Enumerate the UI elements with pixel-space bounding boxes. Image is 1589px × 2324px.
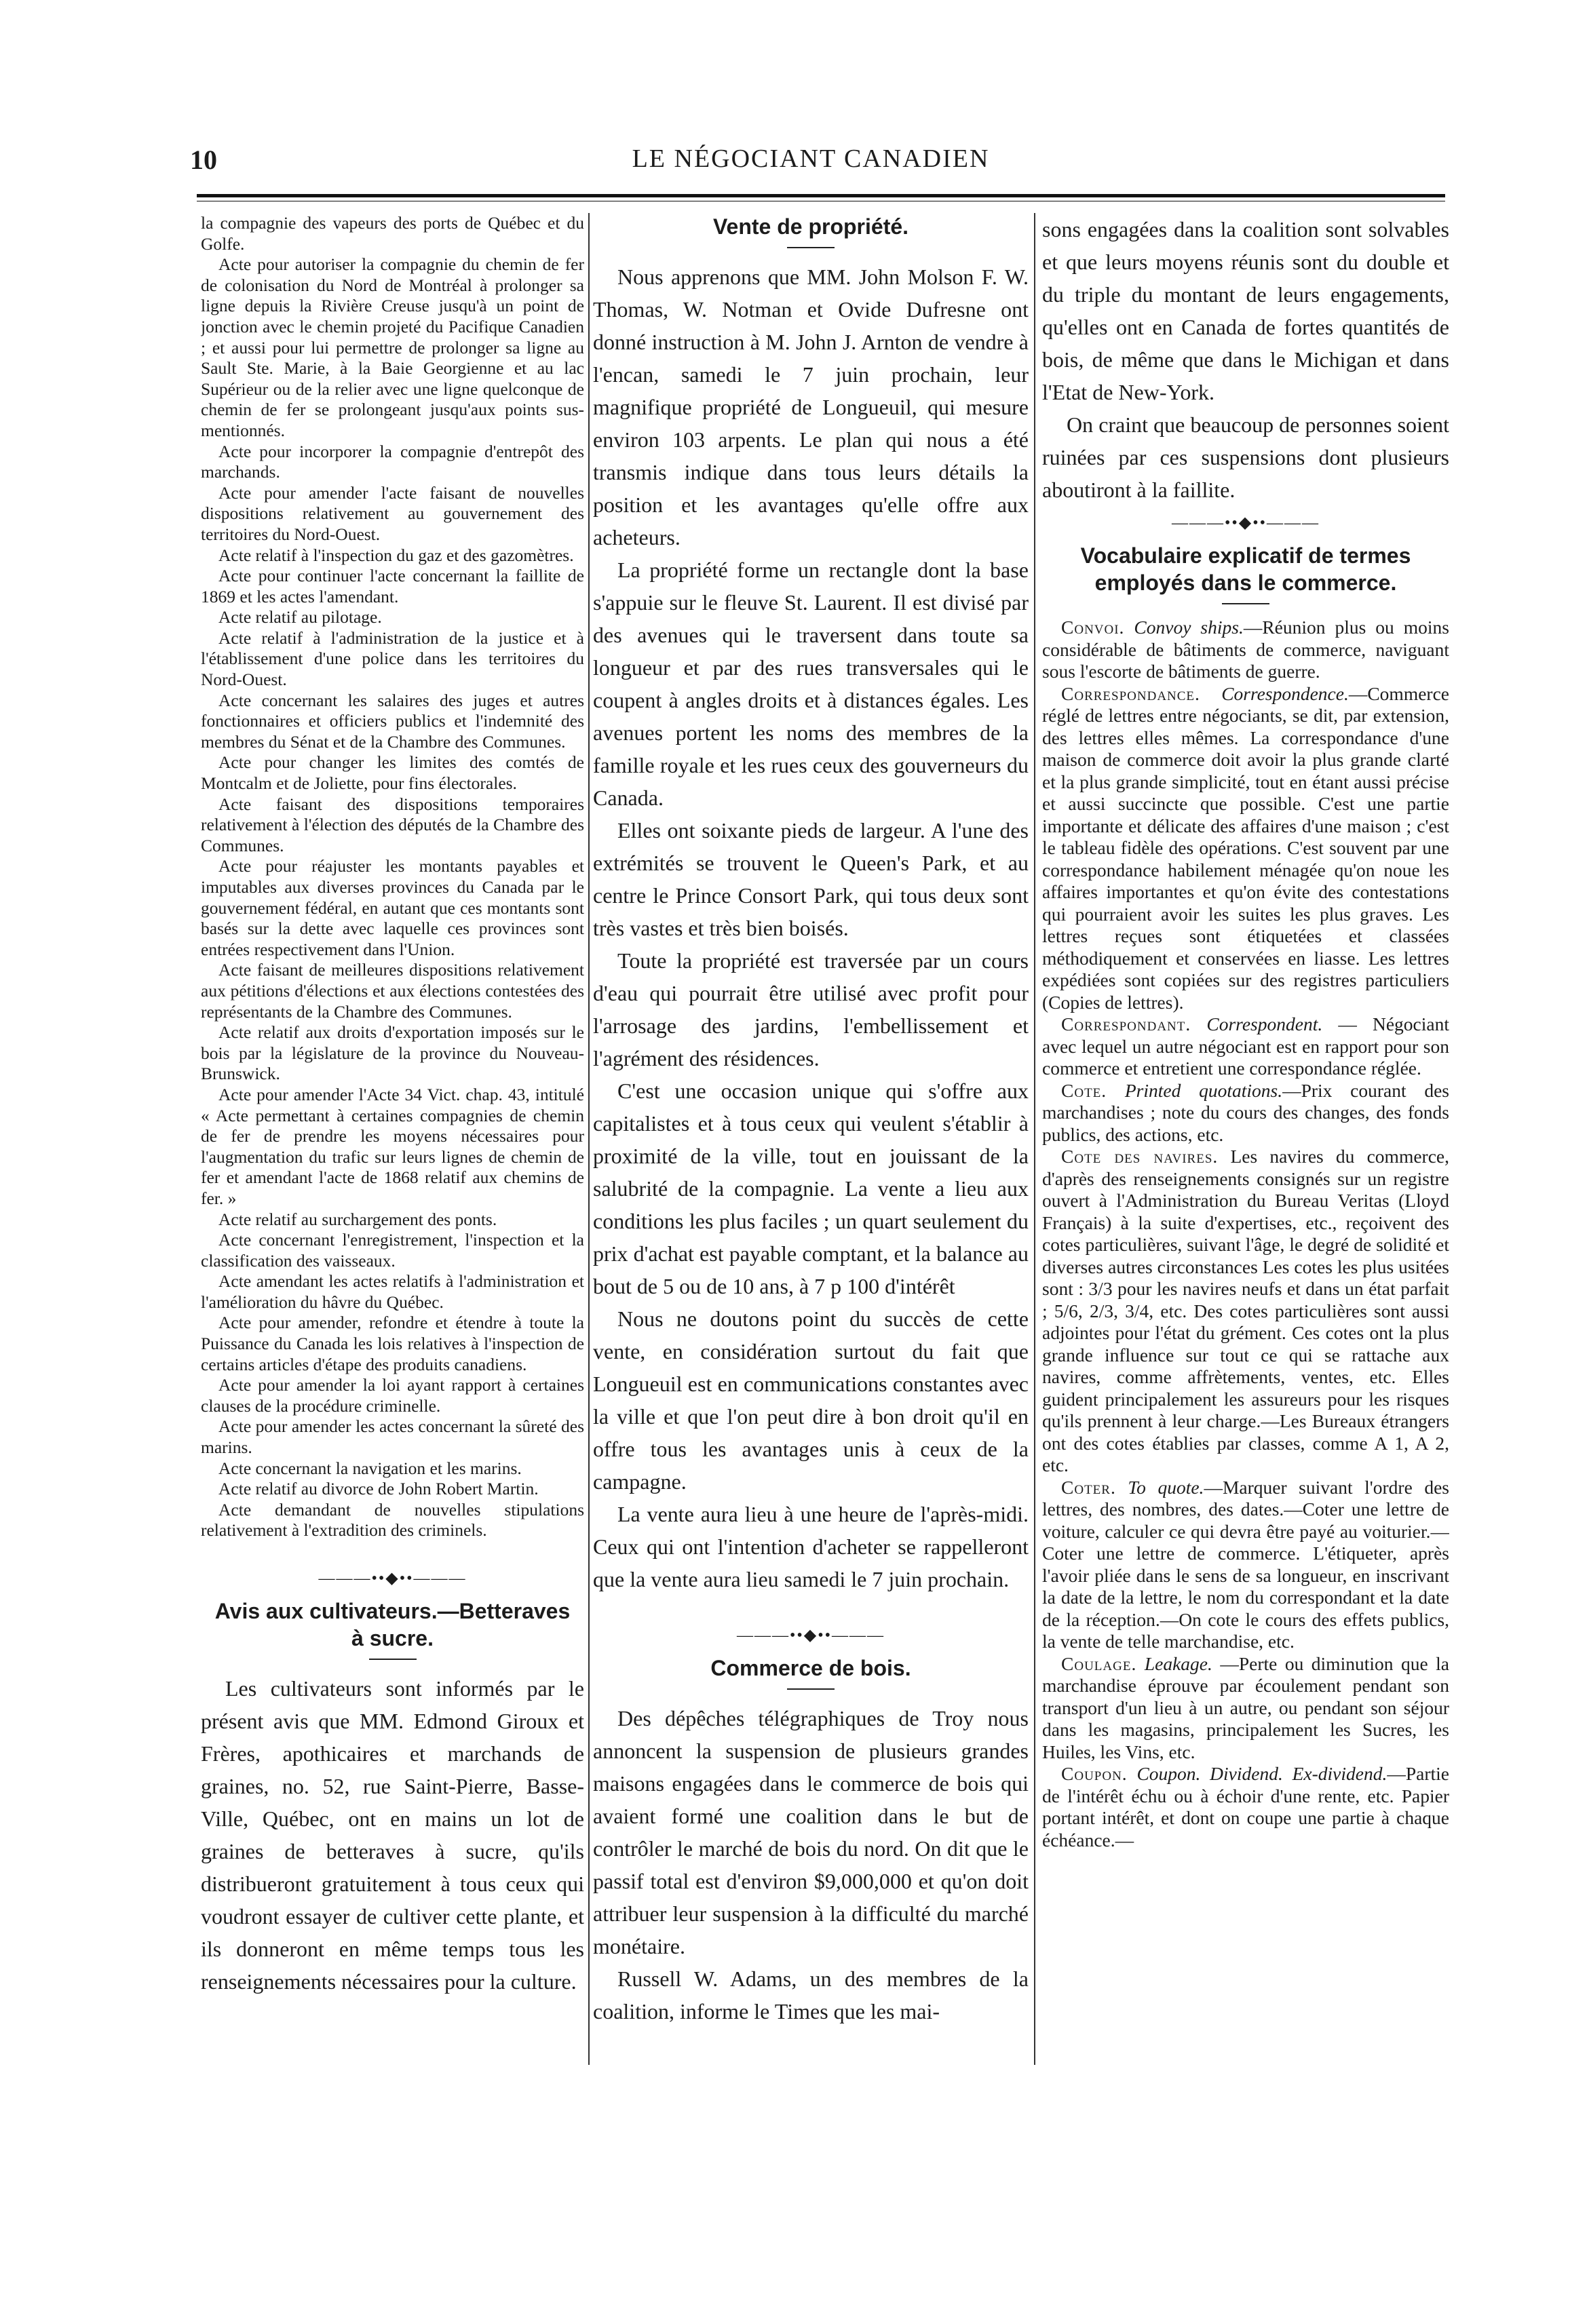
act-paragraph: Acte faisant de meilleures dispositions relativement aux pétitions d'élections et aux élections contestées des représentants de la Chambre des Communes.	[201, 960, 584, 1022]
article-paragraph: C'est une occasion unique qui s'offre aux capitalistes et à tous ceux qui veulent s'établir à proximité de la ville, tout en jouissant de la salubrité de la compagnie. La vente a lieu aux conditions les plus faciles ; un quart seulement du prix d'achat est payable comptant, et la balance au bout de 5 ou de 10 ans, à 7 p 100 d'intérêt	[593, 1079, 1029, 1298]
article-title: à sucre.	[351, 1626, 434, 1650]
act-paragraph: la compagnie des vapeurs des ports de Québec et du Golfe.	[201, 213, 584, 254]
article-paragraph: Toute la propriété est traversée par un cours d'eau qui pourrait être utilisé avec profit pour l'arrosage des jardins, l'embellissement et l'agrément des résidences.	[593, 948, 1029, 1070]
vocab-title: Vocabulaire explicatif de termes employés dans le commerce.	[1080, 543, 1411, 595]
title-rule	[369, 1659, 417, 1660]
title-rule	[787, 1688, 835, 1690]
vocab-definition: —Perte ou diminution que la marchandise éprouve par écoulement pendant son transport d'un lieu à un autre, ou pendant son séjour dans les magasins, principalement les Sucres, les Huiles, les Vins, etc.	[1042, 1652, 1449, 1762]
column-3	[1042, 213, 1449, 2275]
act-paragraph: Acte pour autoriser la compagnie du chemin de fer de colonisation du Nord de Montréal à prolonger sa ligne depuis la Rivière Creuse jusqu'à un point de jonction avec le chemin projeté du Pacifique Canadien ; et aussi pour lui permettre de prolonger sa ligne au Sault Ste. Marie, à la Baie Georgienne et au lac Supérieur ou de la relier avec une ligne quelconque de chemin de fer se prolongeant jusqu'aux points sus-mentionnés.	[201, 254, 584, 440]
article-continuation	[1042, 213, 1449, 506]
act-paragraph: Acte relatif au pilotage.	[218, 607, 382, 627]
vocab-definition: —Marquer suivant l'ordre des lettres, des nombres, des dates.—Coter une lettre de voiture, calculer ce qui devra être payé au voiturier.—Coter une lettre de commerce. L'étiqueter, après l'avoir pliée dans le sens de sa longueur, en inscrivant la date de la lettre, le nom du correspondant et la date de la réception.—On cote le cours des effets publics, la vente de telle marchandise, etc.	[1042, 1476, 1449, 1652]
vocab-english: To quote.	[1128, 1476, 1204, 1498]
vocab-english: Correspondence.	[1221, 682, 1349, 704]
act-paragraph: Acte concernant la navigation et les marins.	[218, 1458, 522, 1478]
article-paragraph: Des dépêches télégraphiques de Troy nous annoncent la suspension de plusieurs grandes maisons engagées dans le commerce de bois qui avaient formé une coalition dans le but de contrôler le marché de bois du nord. On dit que le passif total est d'environ $9,000,000 et qu'on doit attribuer leur suspension à la difficulté du marché monétaire.	[593, 1706, 1029, 1958]
act-paragraph: Acte pour amender, refondre et étendre à toute la Puissance du Canada les lois relatives à l'inspection de certains articles d'étape des produits canadiens.	[201, 1313, 584, 1374]
act-paragraph: Acte relatif à l'inspection du gaz et des gazomètres.	[218, 545, 574, 565]
article-paragraph: Nous ne doutons point du succès de cette vente, en considération surtout du fait que Longueuil est en communications constantes avec la ville et que l'on peut dire à bon droit qu'il en offre tous les avantages unis à ceux de la campagne.	[593, 1306, 1029, 1494]
act-paragraph: Acte relatif à l'administration de la justice et à l'établissement d'une police dans les territoires du Nord-Ouest.	[201, 627, 584, 690]
vocab-english: Coupon. Dividend. Ex-dividend.	[1136, 1763, 1387, 1784]
article-paragraph: La vente aura lieu à une heure de l'après-midi. Ceux qui ont l'intention d'acheter se rappelleront que la vente aura lieu samedi le 7 juin prochain.	[593, 1502, 1029, 1591]
act-paragraph: Acte pour amender les actes concernant la sûreté des marins.	[201, 1416, 584, 1458]
act-paragraph: Acte pour amender la loi ayant rapport à certaines clauses de la procédure criminelle.	[201, 1375, 584, 1416]
act-paragraph: Acte pour réajuster les montants payables et imputables aux diverses provinces du Canada par le gouvernement fédéral, en autant que ces montants sont basés sur la dette avec laquelle ces provinces sont entrées respectivement dans l'Union.	[201, 856, 584, 959]
article-paragraph: Les cultivateurs sont informés par le présent avis que MM. Edmond Giroux et Frères, apothicaires et marchands de graines, no. 52, rue Saint-Pierre, Basse-Ville, Québec, ont en mains un lot de graines de betteraves à sucre, qu'ils distribueront gratuitement à tous ceux qui voudront essayer de cultiver cette plante, et ils donneront en même temps tous les renseignements nécessaires pour la culture.	[201, 1676, 584, 1994]
act-paragraph: Acte demandant de nouvelles stipulations relativement à l'extradition des criminels.	[201, 1499, 584, 1541]
section-ornament: ———••◆••———	[1171, 514, 1320, 532]
masthead-title: LE NÉGOCIANT CANADIEN	[632, 144, 990, 173]
vocab-entry	[1042, 1653, 1449, 1764]
act-paragraph: Acte pour incorporer la compagnie d'entrepôt des marchands.	[201, 441, 584, 482]
vocab-term: Cote.	[1061, 1079, 1107, 1101]
vocab-term: Coter.	[1061, 1476, 1116, 1498]
vocab-entry	[1042, 1763, 1449, 1851]
vocab-english: Leakage.	[1144, 1652, 1212, 1674]
vocab-english: Printed quotations.	[1124, 1079, 1283, 1101]
vocab-term: Coupon.	[1061, 1763, 1128, 1784]
header-rule-thick	[197, 194, 1445, 197]
article-body	[201, 1672, 584, 1998]
vocab-entry	[1042, 683, 1449, 1014]
act-paragraph: Acte faisant des dispositions temporaires relativement à l'élection des députés de la Chambre des Communes.	[201, 794, 584, 855]
acts-list	[201, 213, 584, 1541]
vocab-entries	[1042, 617, 1449, 1851]
vocab-english: Correspondent.	[1206, 1013, 1323, 1034]
vocab-term: Cote des navires.	[1061, 1146, 1219, 1167]
act-paragraph: Acte concernant les salaires des juges et autres fonctionnaires et officiers publics et l'indemnité des membres du Sénat et de la Chambre des Communes.	[201, 690, 584, 752]
vocab-entry	[1042, 1477, 1449, 1653]
title-rule	[1222, 603, 1269, 604]
act-paragraph: Acte pour amender l'acte faisant de nouvelles dispositions relativement au gouvernement des territoires du Nord-Ouest.	[201, 482, 584, 544]
article-body	[593, 260, 1029, 1595]
act-paragraph: Acte relatif au divorce de John Robert Martin.	[218, 1479, 539, 1499]
vocab-term: Coulage.	[1061, 1652, 1137, 1674]
vocab-definition: —Commerce réglé de lettres entre négociants, se dit, par extension, des lettres elles mêmes. La correspondance d'une maison de commerce doit avoir la plus grande clarté et la plus grande simplicité, tout en étant aussi précise et aussi succincte que possible. C'est une partie importante et délicate des affaires d'une maison ; c'est le tableau fidèle des opérations. C'est souvent par une correspondance habilement ménagée qu'on noue les affaires importantes et qu'on évite des contestations qui pourraient avoir les suites les plus graves. Les lettres reçues sont étiquetées et classées méthodiquement et conservées en liasse. Les lettres expédiées sont copiées sur des registres particuliers (Copies de lettres).	[1042, 682, 1449, 1013]
article-paragraph: La propriété forme un rectangle dont la base s'appuie sur le fleuve St. Laurent. Il est divisé par des avenues qui le traversent dans toute sa longueur et par des rues transversales qui le coupent à angles droits et à distances égales. Les avenues portent les noms des membres de la famille royale et les rues ceux des gouverneurs du Canada.	[593, 558, 1029, 810]
article-body	[593, 1702, 1029, 2028]
act-paragraph: Acte pour continuer l'acte concernant la faillite de 1869 et les actes l'amendant.	[201, 566, 584, 606]
section-ornament: ———••◆••———	[318, 1570, 467, 1587]
vocab-entry	[1042, 1080, 1449, 1146]
vocab-entry	[1042, 1013, 1449, 1080]
vocab-definition: —Réunion plus ou moins considérable de bâtiments de commerce, naviguant sous l'escorte de bâtiments de guerre.	[1042, 617, 1449, 682]
article-paragraph: Nous apprenons que MM. John Molson F. W. Thomas, W. Notman et Ovide Dufresne ont donné instruction à M. John J. Arnton de vendre à l'encan, samedi le 7 juin prochain, leur magnifique propriété de Longueuil, qui mesure environ 103 arpents. Le plan qui nous a été transmis indique dans tous leurs détails la position et les avantages qu'elle offre aux acheteurs.	[593, 265, 1029, 549]
article-paragraph: On craint que beaucoup de personnes soient ruinées par ces suspensions dont plusieurs aboutiront à la faillite.	[1042, 412, 1449, 502]
vocab-entry	[1042, 1146, 1449, 1477]
vocab-english: Convoy ships.	[1134, 617, 1244, 638]
column-2	[593, 213, 1029, 2275]
act-paragraph: Acte relatif au surchargement des ponts.	[218, 1209, 497, 1229]
act-paragraph: Acte pour amender l'Acte 34 Vict. chap. 43, intitulé « Acte permettant à certaines compagnies de chemin de fer de prendre les moyens nécessaires pour l'augmentation du trafic sur leurs lignes de chemin de fer et amendant l'acte de 1868 relatif aux chemins de fer. »	[201, 1084, 584, 1208]
act-paragraph: Acte relatif aux droits d'exportation imposés sur le bois par la législature de la province du Nouveau-Brunswick.	[201, 1022, 584, 1084]
article-title: Commerce de bois.	[710, 1656, 911, 1680]
article-paragraph: sons engagées dans la coalition sont solvables et que leurs moyens réunis sont du double et du triple du montant de leurs engagements, qu'elles ont en Canada de fortes quantités de bois, de même que dans le Michigan et dans l'Etat de New-York.	[1042, 217, 1449, 404]
column-rule	[588, 213, 590, 2065]
vocab-definition: Les navires du commerce, d'après des renseignements consignés sur un registre ouvert à l'Administration du Bureau Veritas (Lloyd Français) à la suite d'expertises, etc., reçoivent des cotes particulières, suivant l'âge, le degré de solidité et diverses autres circonstances Les cotes les plus usitées sont : 3/3 pour les navires neufs et dans un état parfait ; 5/6, 2/3, 3/4, etc. Des cotes particulières sont aussi adjointes pour l'état du grément. Ces cotes ont la plus grande influence sur tout ce qui se rattache aux navires, comme affrètements, ventes, etc. Elles guident principalement les assureurs pour les risques qu'ils prennent à leur charge.—Les Bureaux étrangers ont des cotes établies par classes, comme A 1, A 2, etc.	[1042, 1146, 1449, 1475]
column-rule	[1034, 213, 1035, 2065]
vocab-term: Convoi.	[1061, 617, 1125, 638]
title-rule	[787, 247, 835, 248]
section-ornament: ———••◆••———	[736, 1627, 885, 1644]
vocab-definition: —Prix courant des marchandises ; note du cours des changes, des fonds publics, des actions, etc.	[1042, 1079, 1449, 1145]
article-title: Vente de propriété.	[712, 214, 909, 239]
act-paragraph: Acte amendant les actes relatifs à l'administration et l'amélioration du hâvre du Québec.	[201, 1271, 584, 1312]
act-paragraph: Acte concernant l'enregistrement, l'inspection et la classification des vaisseaux.	[201, 1230, 584, 1271]
column-1	[201, 213, 584, 2275]
article-title: Avis aux cultivateurs.—Betteraves	[214, 1599, 571, 1623]
vocab-definition: — Négociant avec lequel un autre négociant est en rapport pour son commerce et entretient une correspondance réglée.	[1042, 1013, 1449, 1079]
page-header	[170, 144, 1452, 185]
vocab-entry	[1042, 617, 1449, 683]
vocab-definition: —Partie de l'intérêt échu ou à échoir d'une rente, etc. Papier portant intérêt, et dont on coupe une partie à chaque échéance.—	[1042, 1763, 1449, 1851]
article-paragraph: Elles ont soixante pieds de largeur. A l'une des extrémités se trouvent le Queen's Park, et au centre le Prince Consort Park, qui tous deux sont très vastes et très bien boisés.	[593, 818, 1029, 940]
vocab-term: Correspondance.	[1061, 682, 1200, 704]
page-number: 10	[190, 144, 217, 175]
act-paragraph: Acte pour changer les limites des comtés de Montcalm et de Joliette, pour fins électorales.	[201, 752, 584, 794]
article-paragraph: Russell W. Adams, un des membres de la coalition, informe le Times que les mai-	[593, 1967, 1029, 2023]
vocab-term: Correspondant.	[1061, 1013, 1191, 1034]
